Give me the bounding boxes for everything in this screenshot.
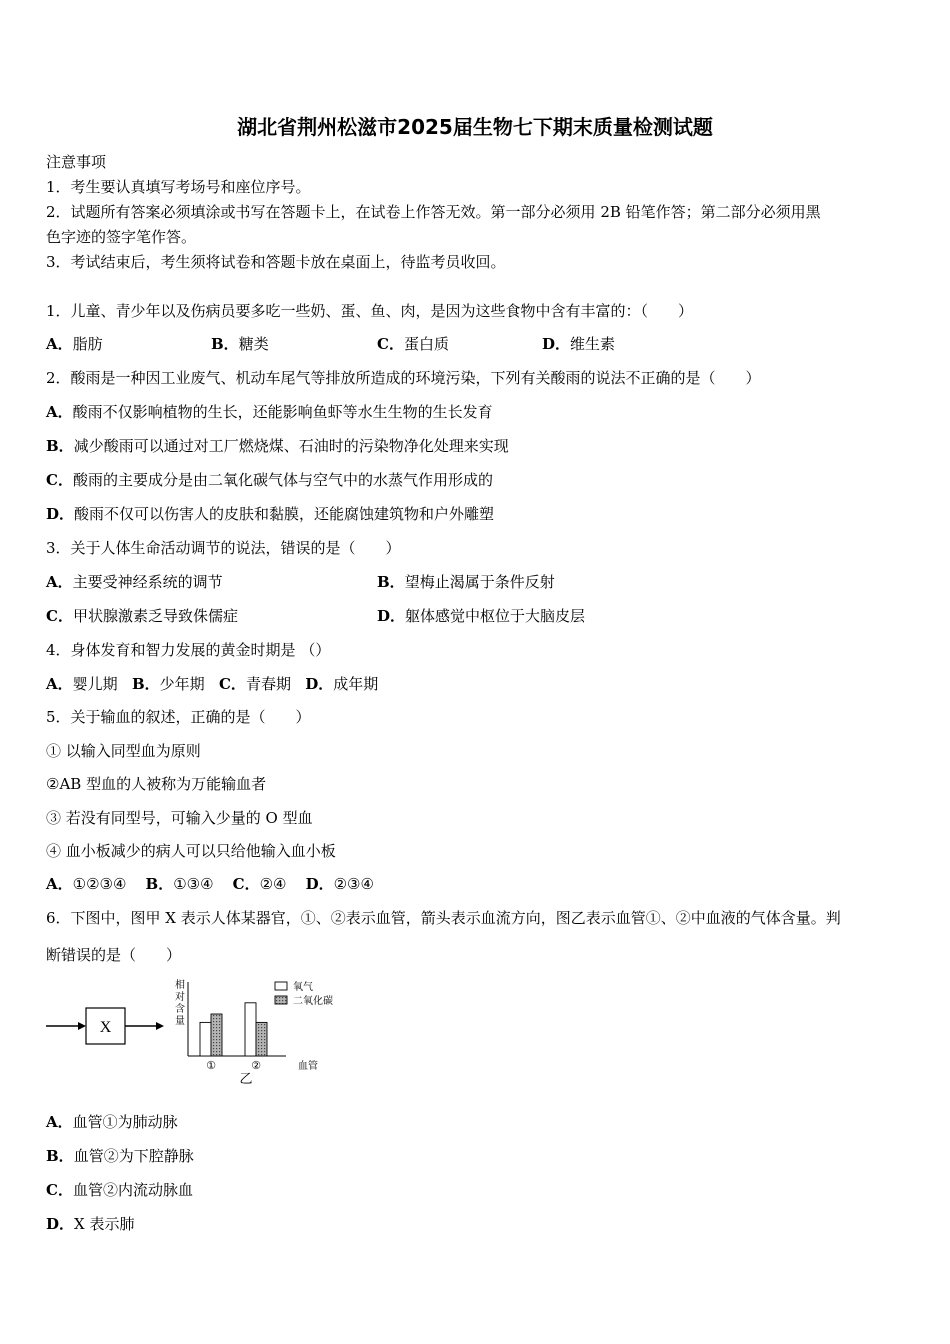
q1-option-d: D．维生素 bbox=[542, 335, 616, 353]
notice-item: 3．考试结束后，考生须将试卷和答题卡放在桌面上，待监考员收回。 bbox=[46, 253, 506, 271]
y-axis-label-char: 相 bbox=[175, 980, 185, 991]
q4-options: A．婴儿期 B．少年期 C．青春期 D．成年期 bbox=[46, 675, 379, 693]
y-axis-label-char: 量 bbox=[175, 1016, 185, 1027]
q2-option-b: B．减少酸雨可以通过对工厂燃烧煤、石油时的污染物净化处理来实现 bbox=[46, 437, 509, 455]
notice-item: 1．考生要认真填写考场号和座位序号。 bbox=[46, 178, 311, 196]
x-tick-label: ② bbox=[251, 1059, 261, 1072]
q1-option-a: A．脂肪 bbox=[46, 335, 103, 353]
inflow-arrow-head bbox=[78, 1022, 86, 1030]
q6-option-b: B．血管②为下腔静脉 bbox=[46, 1147, 194, 1165]
chart-caption: 乙 bbox=[239, 1071, 253, 1086]
q1-option-c: C．蛋白质 bbox=[377, 335, 449, 353]
y-axis-label-char: 对 bbox=[175, 992, 185, 1003]
bar-oxygen bbox=[245, 1003, 256, 1056]
q2-option-d: D．酸雨不仅可以伤害人的皮肤和黏膜，还能腐蚀建筑物和户外雕塑 bbox=[46, 505, 495, 523]
q3-stem: 3．关于人体生命活动调节的说法，错误的是（ ） bbox=[46, 539, 401, 557]
bar-carbon-dioxide bbox=[256, 1022, 267, 1056]
figure-yi-chart bbox=[168, 976, 353, 1088]
q5-item: ④ 血小板减少的病人可以只给他输入血小板 bbox=[46, 842, 336, 860]
q6-option-d: D．X 表示肺 bbox=[46, 1215, 135, 1233]
notice-item: 2．试题所有答案必须填涂或书写在答题卡上，在试卷上作答无效。第一部分必须用 2B 铅笔作答；第二部分必须用黑 bbox=[46, 203, 821, 221]
q6-stem: 断错误的是（ ） bbox=[46, 946, 182, 964]
figure-jia bbox=[44, 1000, 174, 1050]
q2-stem: 2．酸雨是一种因工业废气、机动车尾气等排放所造成的环境污染，下列有关酸雨的说法不正确的是（ ） bbox=[46, 369, 761, 387]
x-tick-label: ① bbox=[206, 1059, 216, 1072]
q3-option-b: B．望梅止渴属于条件反射 bbox=[377, 573, 555, 591]
bar-carbon-dioxide bbox=[211, 1014, 222, 1056]
page-title: 湖北省荆州松滋市2025届生物七下期末质量检测试题 bbox=[237, 115, 713, 139]
x-axis-label: 血管 bbox=[298, 1061, 318, 1072]
q4-stem: 4．身体发育和智力发展的黄金时期是 （） bbox=[46, 641, 331, 659]
legend-swatch-oxygen bbox=[275, 982, 287, 990]
q3-option-c: C．甲状腺激素乏导致侏儒症 bbox=[46, 607, 238, 625]
q2-option-a: A．酸雨不仅影响植物的生长，还能影响鱼虾等水生生物的生长发育 bbox=[46, 403, 493, 421]
notice-heading: 注意事项 bbox=[46, 153, 107, 171]
legend-label-oxygen: 氧气 bbox=[293, 982, 313, 993]
q3-option-d: D．躯体感觉中枢位于大脑皮层 bbox=[377, 607, 586, 625]
outflow-arrow-head bbox=[156, 1022, 164, 1030]
legend-label-co2: 二氧化碳 bbox=[293, 996, 333, 1007]
q5-item: ① 以输入同型血为原则 bbox=[46, 742, 201, 760]
q5-options: A．①②③④ B．①③④ C．②④ D．②③④ bbox=[46, 875, 374, 893]
q1-option-b: B．糖类 bbox=[211, 335, 269, 353]
bar-oxygen bbox=[200, 1022, 211, 1056]
q5-stem: 5．关于输血的叙述，正确的是（ ） bbox=[46, 708, 311, 726]
legend-swatch-co2 bbox=[275, 996, 287, 1004]
q6-stem: 6．下图中，图甲 X 表示人体某器官，①、②表示血管，箭头表示血流方向，图乙表示血管①、②中血液的气体含量。判 bbox=[46, 909, 841, 927]
organ-x-label: X bbox=[99, 1019, 112, 1036]
q6-option-c: C．血管②内流动脉血 bbox=[46, 1181, 193, 1199]
y-axis-label-char: 含 bbox=[175, 1004, 185, 1015]
q5-item: ③ 若没有同型号，可输入少量的 O 型血 bbox=[46, 809, 313, 827]
q1-stem: 1．儿童、青少年以及伤病员要多吃一些奶、蛋、鱼、肉，是因为这些食物中含有丰富的：（ ） bbox=[46, 302, 694, 320]
q6-option-a: A．血管①为肺动脉 bbox=[46, 1113, 178, 1131]
q3-option-a: A．主要受神经系统的调节 bbox=[46, 573, 223, 591]
q5-item: ②AB 型血的人被称为万能输血者 bbox=[46, 775, 267, 793]
notice-item: 色字迹的签字笔作答。 bbox=[46, 228, 197, 246]
q2-option-c: C．酸雨的主要成分是由二氧化碳气体与空气中的水蒸气作用形成的 bbox=[46, 471, 493, 489]
